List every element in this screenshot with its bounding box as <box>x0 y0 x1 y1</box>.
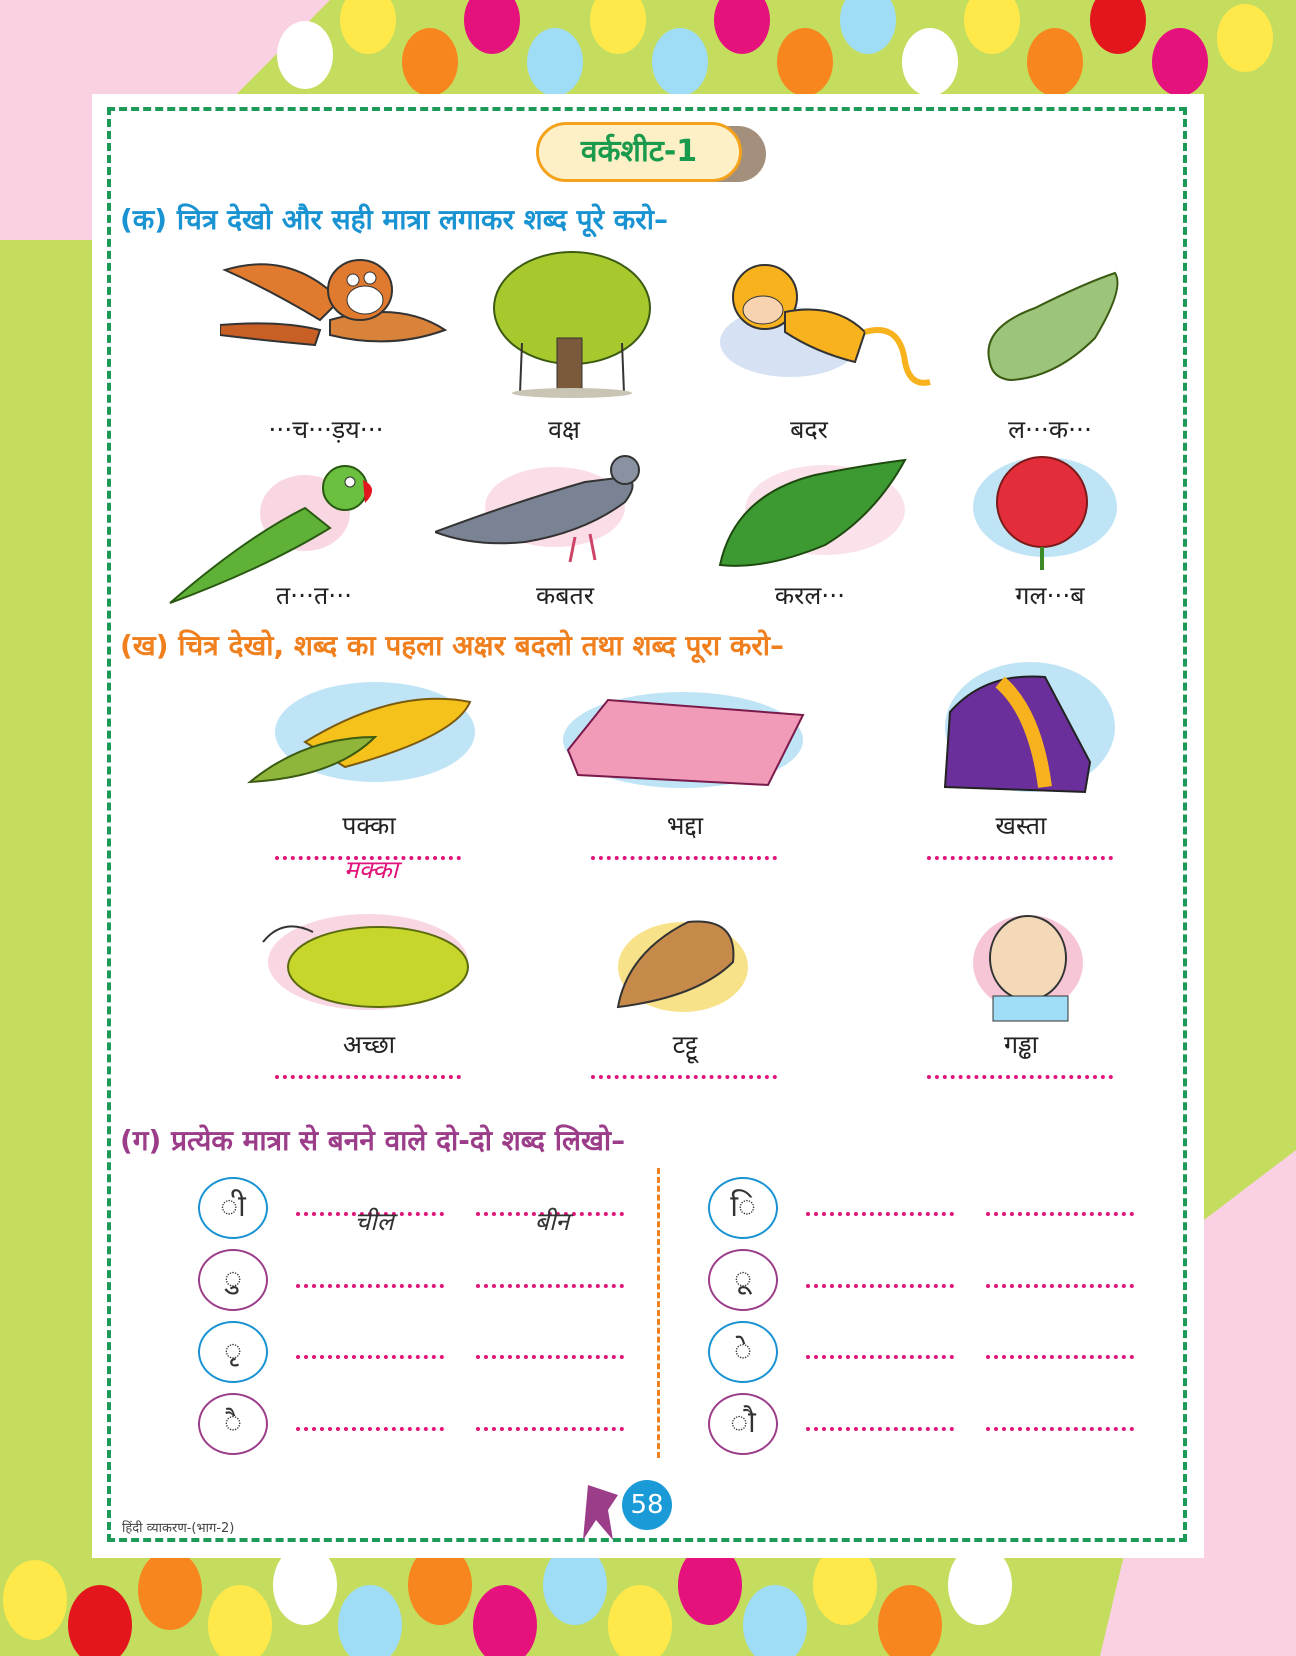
write-line-r1a[interactable] <box>806 1212 954 1216</box>
monkey-picture <box>705 252 935 402</box>
word-pigeon: कबतर <box>536 581 594 610</box>
answer-line-old-man[interactable] <box>927 1075 1113 1079</box>
example-word-2: बीन <box>534 1207 570 1236</box>
section-k-heading: (क) चित्र देखो और सही मात्रा लगाकर शब्द पूरे करो– <box>120 203 668 236</box>
word-tree: वक्ष <box>548 415 580 444</box>
top-picture <box>608 912 753 1017</box>
section-kh-heading: (ख) चित्र देखो, शब्द का पहला अक्षर बदलो तथा शब्द पूरा करो– <box>120 629 785 662</box>
corn-picture <box>245 682 475 792</box>
tree-picture <box>492 248 652 398</box>
matra-circle-right-4: ौ <box>708 1393 778 1455</box>
matra-circle-right-3: े <box>708 1321 778 1383</box>
word-top: टट्टू <box>672 1030 698 1059</box>
grapes-picture <box>253 912 473 1027</box>
write-line-r1b[interactable] <box>986 1212 1134 1216</box>
mattress-picture <box>558 690 808 795</box>
write-line-l4a[interactable] <box>296 1427 444 1431</box>
write-line-r2a[interactable] <box>806 1284 954 1288</box>
answer-line-bag[interactable] <box>927 856 1113 860</box>
answer-line-grapes[interactable] <box>275 1075 461 1079</box>
answer-line-top[interactable] <box>591 1075 777 1079</box>
example-word-1: चील <box>354 1207 394 1236</box>
write-line-l3a[interactable] <box>296 1355 444 1359</box>
bag-picture <box>925 652 1115 797</box>
pigeon-picture <box>435 452 660 572</box>
word-bag: खस्ता <box>995 811 1047 840</box>
matra-circle-left-3: ृ <box>198 1321 268 1383</box>
write-line-l2a[interactable] <box>296 1284 444 1288</box>
word-parrot: त···त··· <box>275 581 353 610</box>
matra-circle-left-2: ु <box>198 1249 268 1311</box>
matra-circle-left-4: ै <box>198 1393 268 1455</box>
write-line-r3a[interactable] <box>806 1355 954 1359</box>
page-ribbon-icon <box>578 1485 628 1543</box>
footer-book-title: हिंदी व्याकरण-(भाग-2) <box>122 1521 235 1536</box>
gourd-picture <box>975 268 1130 388</box>
matra-circle-right-1: ि <box>708 1177 778 1239</box>
page-number: 58 <box>622 1480 672 1530</box>
column-divider <box>657 1168 660 1458</box>
bitter-gourd-picture <box>715 455 910 575</box>
word-mattress: भद्दा <box>666 811 704 840</box>
word-grapes: अच्छा <box>342 1030 396 1059</box>
answer-line-mattress[interactable] <box>591 856 777 860</box>
word-sparrow: ···च···ड़य··· <box>268 415 384 444</box>
write-line-l4b[interactable] <box>476 1427 624 1431</box>
word-corn: पक्का <box>342 811 396 840</box>
write-line-r2b[interactable] <box>986 1284 1134 1288</box>
write-line-r3b[interactable] <box>986 1355 1134 1359</box>
answer-corn: मक्का <box>343 855 399 884</box>
rose-picture <box>970 452 1120 572</box>
write-line-r4a[interactable] <box>806 1427 954 1431</box>
word-gourd: ल···क··· <box>1008 415 1092 444</box>
write-line-l3b[interactable] <box>476 1355 624 1359</box>
matra-circle-right-2: ू <box>708 1249 778 1311</box>
write-line-r4b[interactable] <box>986 1427 1134 1431</box>
title-badge <box>536 122 766 186</box>
page-title: वर्कशीट-1 <box>536 122 742 182</box>
word-bitter-gourd: करल··· <box>774 581 846 610</box>
section-g-heading: (ग) प्रत्येक मात्रा से बनने वाले दो-दो शब्द लिखो– <box>120 1124 626 1157</box>
word-monkey: बदर <box>790 415 828 444</box>
old-man-picture <box>968 908 1098 1023</box>
sparrow-picture <box>220 250 450 360</box>
word-rose: गल···ब <box>1015 581 1085 610</box>
write-line-l2b[interactable] <box>476 1284 624 1288</box>
word-old-man: गड्ढा <box>1003 1030 1039 1059</box>
matra-circle-left-1: ी <box>198 1177 268 1239</box>
